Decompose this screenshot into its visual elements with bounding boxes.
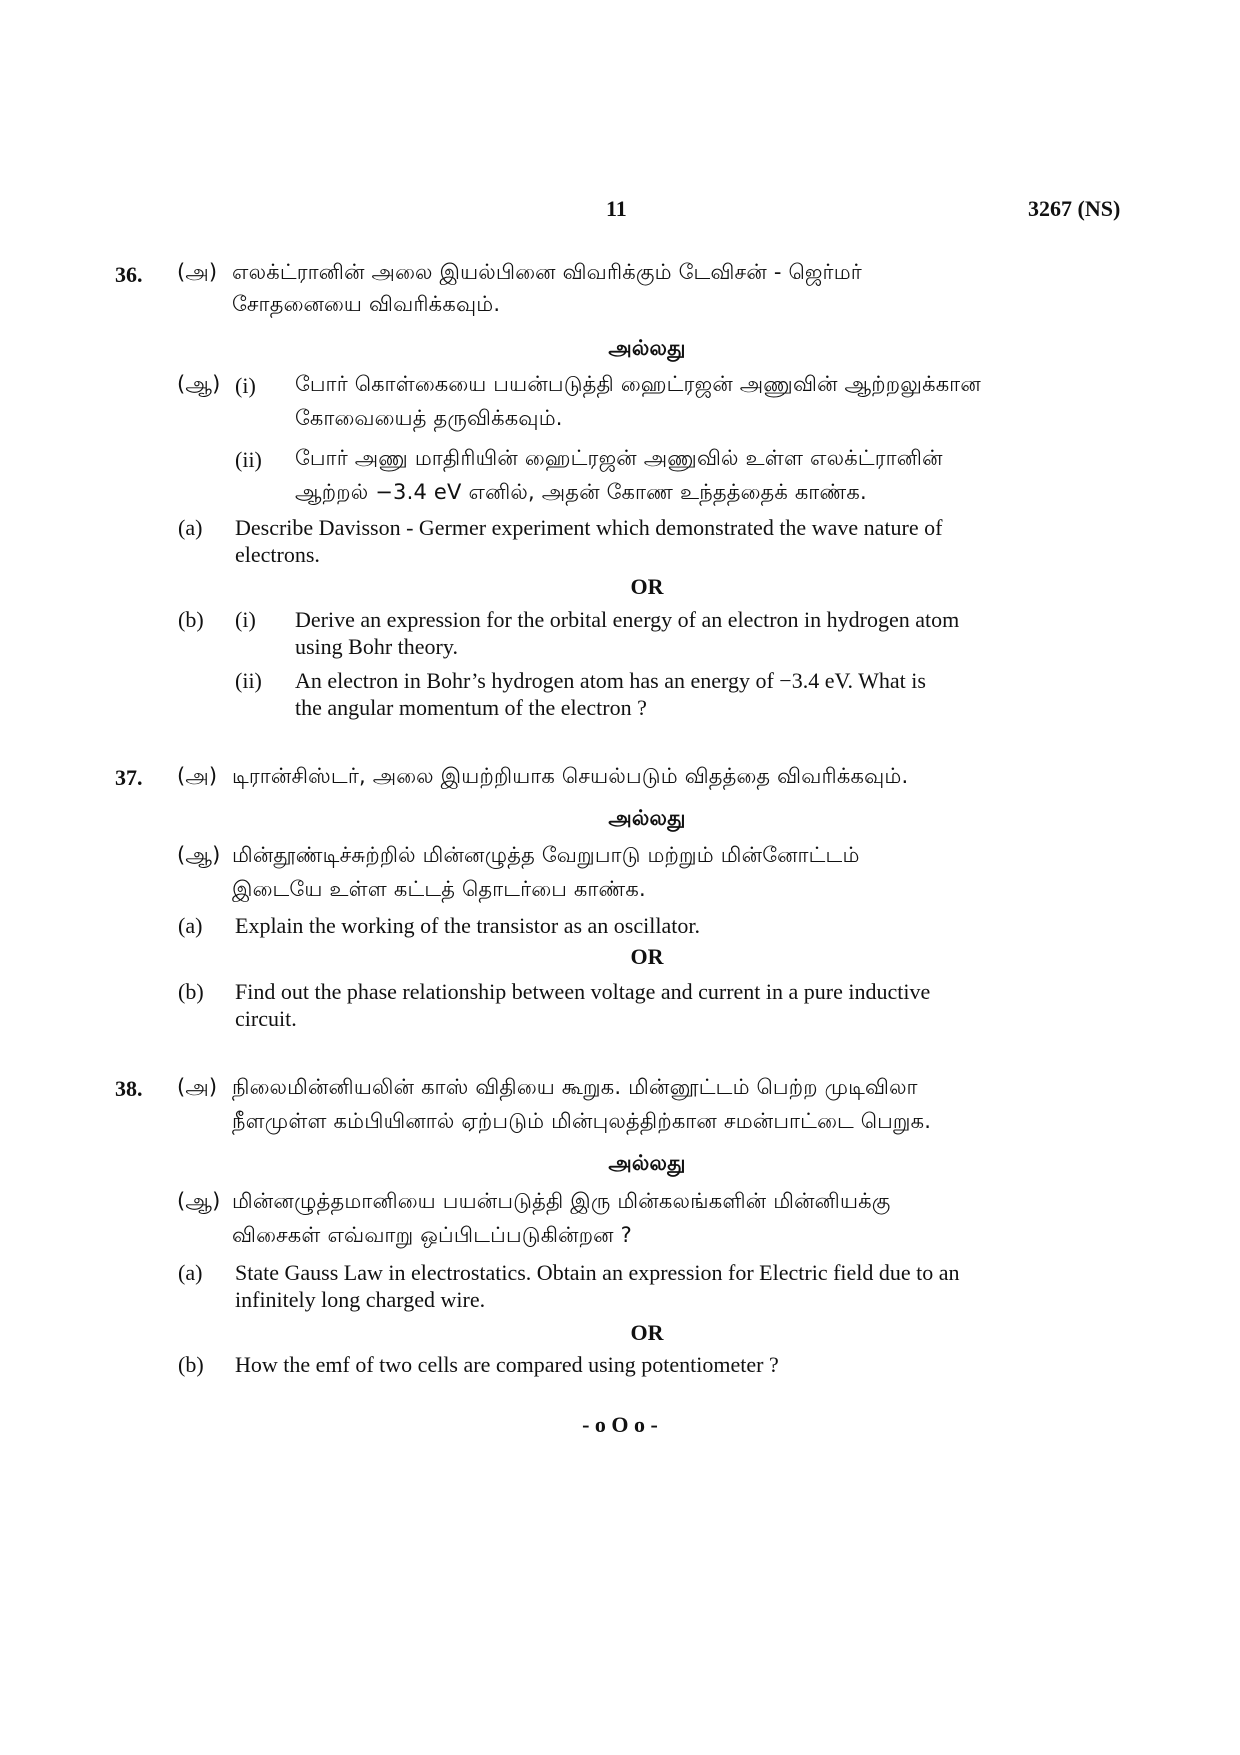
english-part-a-marker: (a) [178,913,203,938]
tamil-part-a-line: டிரான்சிஸ்டர், அலை இயற்றியாக செயல்படும் விதத்தை விவரிக்கவும். [232,764,909,788]
question-number: 38. [115,1076,143,1101]
english-part-b-line: How the emf of two cells are compared using potentiometer ? [235,1352,779,1377]
question-number: 36. [115,262,143,287]
english-part-b-i-line: using Bohr theory. [295,634,458,659]
english-part-a-line: electrons. [235,542,320,567]
tamil-or: அல்லது [608,1151,686,1175]
tamil-part-b-line: இடையே உள்ள கட்டத் தொடர்பை காண்க. [232,877,646,901]
tamil-part-b-ii-line: ஆற்றல் −3.4 eV எனில், அதன் கோண உந்தத்தைக் காண்க. [295,480,867,504]
english-or: OR [630,1320,664,1345]
page-number: 11 [606,196,627,221]
tamil-part-a-line: எலக்ட்ரானின் அலை இயல்பினை விவரிக்கும் டேவிசன் - ஜெர்மர் [232,260,862,284]
english-part-b-ii-line: the angular momentum of the electron ? [295,695,647,720]
english-part-a-marker: (a) [178,515,203,540]
english-part-b-i-line: Derive an expression for the orbital energy of an electron in hydrogen atom [295,607,960,632]
tamil-or: அல்லது [608,806,686,830]
english-or: OR [630,574,664,599]
tamil-part-b-i-line: போர் கொள்கையை பயன்படுத்தி ஹைட்ரஜன் அணுவின் ஆற்றலுக்கான [295,372,981,396]
tamil-part-b-marker: (ஆ) [177,372,221,396]
english-part-b-marker: (b) [178,1352,204,1377]
tamil-part-b-line: மின்னழுத்தமானியை பயன்படுத்தி இரு மின்கலங்களின் மின்னியக்கு [232,1189,891,1213]
tamil-or: அல்லது [608,336,686,360]
end-mark: - o O o - [582,1412,658,1437]
tamil-part-a-marker: (அ) [177,260,218,284]
paper-code: 3267 (NS) [1028,196,1121,221]
english-part-a-line: Explain the working of the transistor as an oscillator. [235,913,700,938]
english-part-b-i-marker: (i) [235,607,256,632]
tamil-part-b-marker: (ஆ) [177,1189,221,1213]
english-part-a-line: infinitely long charged wire. [235,1287,486,1312]
english-part-b-marker: (b) [178,979,204,1004]
english-part-a-marker: (a) [178,1260,203,1285]
tamil-part-a-line: சோதனையை விவரிக்கவும். [232,292,501,316]
tamil-part-a-marker: (அ) [177,764,218,788]
tamil-part-a-line: நிலைமின்னியலின் காஸ் விதியை கூறுக. மின்னூட்டம் பெற்ற முடிவிலா [232,1075,918,1099]
english-part-b-ii-line: An electron in Bohr’s hydrogen atom has an energy of −3.4 eV. What is [295,668,926,693]
question-number: 37. [115,765,143,790]
english-or: OR [630,944,664,969]
tamil-part-b-i-line: கோவையைத் தருவிக்கவும். [295,406,563,430]
english-part-b-ii-marker: (ii) [235,668,262,693]
english-part-a-line: Describe Davisson - Germer experiment which demonstrated the wave nature of [235,515,943,540]
tamil-part-b-line: மின்தூண்டிச்சுற்றில் மின்னழுத்த வேறுபாடு மற்றும் மின்னோட்டம் [232,843,860,867]
english-part-b-marker: (b) [178,607,204,632]
tamil-part-b-i-marker: (i) [235,373,256,398]
tamil-part-b-line: விசைகள் எவ்வாறு ஒப்பிடப்படுகின்றன ? [232,1223,632,1247]
tamil-part-a-marker: (அ) [177,1075,218,1099]
tamil-part-b-ii-line: போர் அணு மாதிரியின் ஹைட்ரஜன் அணுவில் உள்ள எலக்ட்ரானின் [295,446,943,470]
english-part-b-line: circuit. [235,1006,297,1031]
tamil-part-b-ii-marker: (ii) [235,447,262,472]
english-part-b-line: Find out the phase relationship between voltage and current in a pure inductive [235,979,931,1004]
english-part-a-line: State Gauss Law in electrostatics. Obtain an expression for Electric field due to an [235,1260,960,1285]
tamil-part-a-line: நீளமுள்ள கம்பியினால் ஏற்படும் மின்புலத்திற்கான சமன்பாட்டை பெறுக. [232,1109,932,1133]
tamil-part-b-marker: (ஆ) [177,843,221,867]
